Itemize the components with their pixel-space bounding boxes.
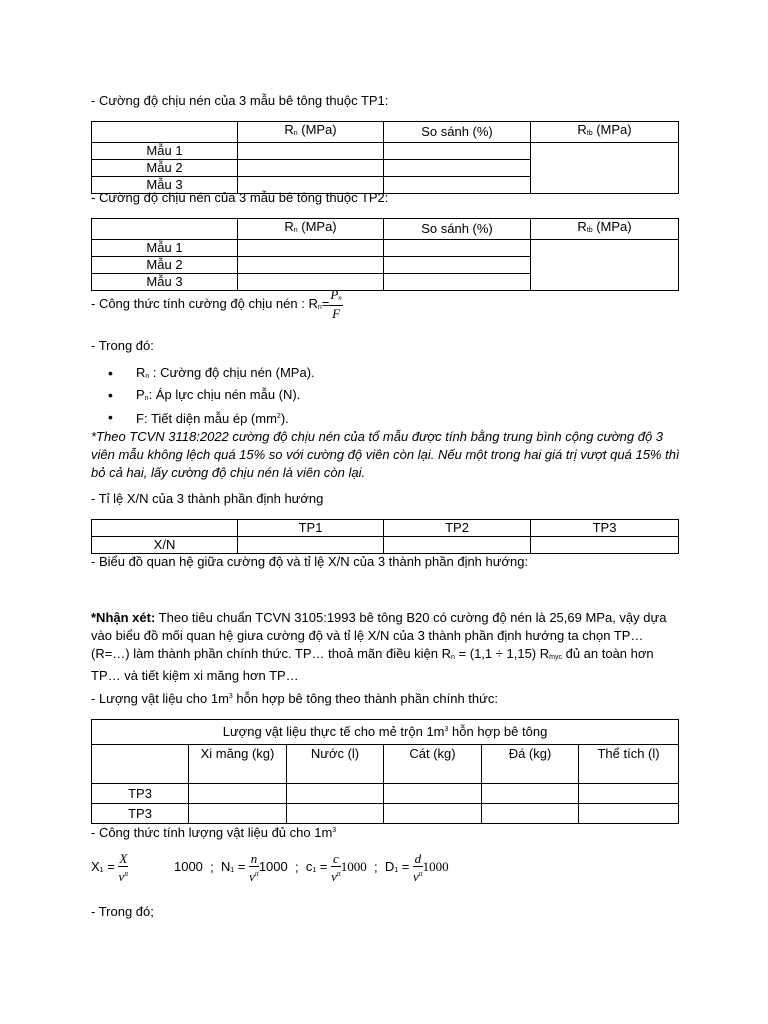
table-cell — [579, 784, 679, 804]
header-rtb: $R_{tb}$ (MPa) — [531, 219, 679, 240]
chart-heading: - Biểu đồ quan hệ giữa cường độ và tỉ lệ X/N của 3 thành phần định hướng: — [91, 554, 529, 569]
table-cell — [384, 177, 531, 194]
table-cell-merged — [531, 240, 679, 291]
formula-d: $D_1$ = $\frac{d}{v^{tt}}$ 1000 — [384, 851, 449, 884]
where-label-2: - Trong đó; — [91, 904, 154, 919]
row-label: Mẫu 2 — [92, 160, 238, 177]
table-cell — [384, 143, 531, 160]
row-label: Mẫu 1 — [92, 143, 238, 160]
table-cell — [189, 804, 287, 824]
material-formula-heading: - Công thức tính lượng vật liệu đủ cho $1m^3$ — [91, 825, 337, 840]
header-tp1: TP1 — [238, 520, 384, 537]
material-formulas: $X_1$ = $\frac{X}{v^{tt}}$ 1000 ; $N_1$ = $\frac{n}{v^{tt}}$ 1000 ; $c_1$ = $\frac{c}{v^{tt}}$ 1000 ; $D_1$ = $\frac{d}{v^{tt}}$ 1000 — [91, 851, 449, 884]
table-cell — [384, 537, 531, 554]
header-compare: So sánh (%) — [384, 219, 531, 240]
strength-formula: - Công thức tính cường độ chịu nén : $R_n=$ $\frac{P_n}{F}$ — [91, 287, 342, 321]
header-tp2: TP2 — [384, 520, 531, 537]
where-label: - Trong đó: — [91, 338, 154, 353]
list-item: • $R_n$ : Cường độ chịu nén (MPa). — [108, 364, 315, 386]
table-cell-merged — [531, 143, 679, 194]
header-rtb: $R_{tb}$ (MPa) — [531, 122, 679, 143]
table-cell — [238, 537, 384, 554]
table-cell — [384, 160, 531, 177]
table-cell — [384, 240, 531, 257]
tp1-strength-table — [91, 121, 679, 194]
formula-c: $c_1$ = $\frac{c}{v^{tt}}$ 1000 — [305, 851, 367, 884]
header-empty — [92, 219, 238, 240]
definition-list — [108, 364, 315, 428]
table-cell — [287, 804, 384, 824]
table-cell — [287, 784, 384, 804]
remark-paragraph: *Nhận xét: Theo tiêu chuẩn TCVN 3105:1993 bê tông B20 có cường độ nén là 25,69 MPa, vậy dựa vào biểu đồ mối quan hệ giưa cường độ và tỉ lệ X/N của 3 thành phần định hướng ta chọn TP…(R=…) làm thành phần chính thức. TP… thoả mãn điều kiện $R_n = (1,1 \div 1,15)$ $R_{myc}$ đủ an toàn hơn TP… và tiết kiệm xi măng hơn TP… — [91, 610, 667, 683]
strength-fraction: $\frac{P_n}{F}$ — [330, 287, 342, 321]
row-label: Mẫu 3 — [92, 177, 238, 194]
standard-note: *Theo TCVN 3118:2022 cường độ chịu nén của tổ mẫu được tính bằng trung bình cộng cường độ 3 viên mẫu không lệch quá 15% so với cường độ viên còn lại. Nếu một trong hai giá trị vượt quá 15% thì bỏ cả hai, lấy cường độ chịu nén là viên còn lại. — [91, 429, 680, 480]
header-volume: Thể tích (l) — [579, 745, 679, 784]
header-tp3: TP3 — [531, 520, 679, 537]
material-table-title: Lượng vật liệu thực tế cho mẻ trộn $1m^3$ hỗn hợp bê tông — [92, 720, 679, 745]
row-label: X/N — [92, 537, 238, 554]
material-table — [91, 719, 679, 824]
tp2-strength-table — [91, 218, 679, 291]
table-cell — [579, 804, 679, 824]
row-label: TP3 — [92, 804, 189, 824]
table-cell — [189, 784, 287, 804]
row-label: Mẫu 2 — [92, 257, 238, 274]
table-cell — [531, 537, 679, 554]
xn-ratio-table — [91, 519, 679, 554]
header-water: Nước (l) — [287, 745, 384, 784]
header-empty — [92, 520, 238, 537]
table-cell — [384, 257, 531, 274]
list-item: • $P_n$: Áp lực chịu nén mẫu (N). — [108, 386, 315, 408]
header-sand: Cát (kg) — [384, 745, 482, 784]
table-cell — [238, 143, 384, 160]
table-cell — [384, 804, 482, 824]
formula-x: $X_1$ = $\frac{X}{v^{tt}}$ 1000 — [91, 851, 203, 884]
table-cell — [384, 274, 531, 291]
row-label: TP3 — [92, 784, 189, 804]
material-heading: - Lượng vật liệu cho $1m^3$ hỗn hợp bê tông theo thành phần chính thức: — [91, 691, 498, 706]
header-compare: So sánh (%) — [384, 122, 531, 143]
row-label: Mẫu 3 — [92, 274, 238, 291]
tp2-heading: - Cường độ chịu nén của 3 mẫu bê tông thuộc TP2: — [91, 190, 389, 205]
list-item: • F: Tiết diện mẫu ép $(mm^2)$. — [108, 408, 315, 428]
table-cell — [238, 160, 384, 177]
table-cell — [482, 784, 579, 804]
header-cement: Xi măng (kg) — [189, 745, 287, 784]
header-empty — [92, 745, 189, 784]
xn-heading: - Tỉ lệ X/N của 3 thành phần định hướng — [91, 491, 324, 506]
header-empty — [92, 122, 238, 143]
table-cell — [238, 240, 384, 257]
table-cell — [384, 784, 482, 804]
header-rn: $R_n$ (MPa) — [238, 219, 384, 240]
formula-n: $N_1$ = $\frac{n}{v^{tt}}$ 1000 — [221, 851, 288, 884]
header-stone: Đá (kg) — [482, 745, 579, 784]
row-label: Mẫu 1 — [92, 240, 238, 257]
table-cell — [238, 257, 384, 274]
tp1-heading: - Cường độ chịu nén của 3 mẫu bê tông thuộc TP1: — [91, 93, 389, 108]
header-rn: $R_n$ (MPa) — [238, 122, 384, 143]
table-cell — [482, 804, 579, 824]
